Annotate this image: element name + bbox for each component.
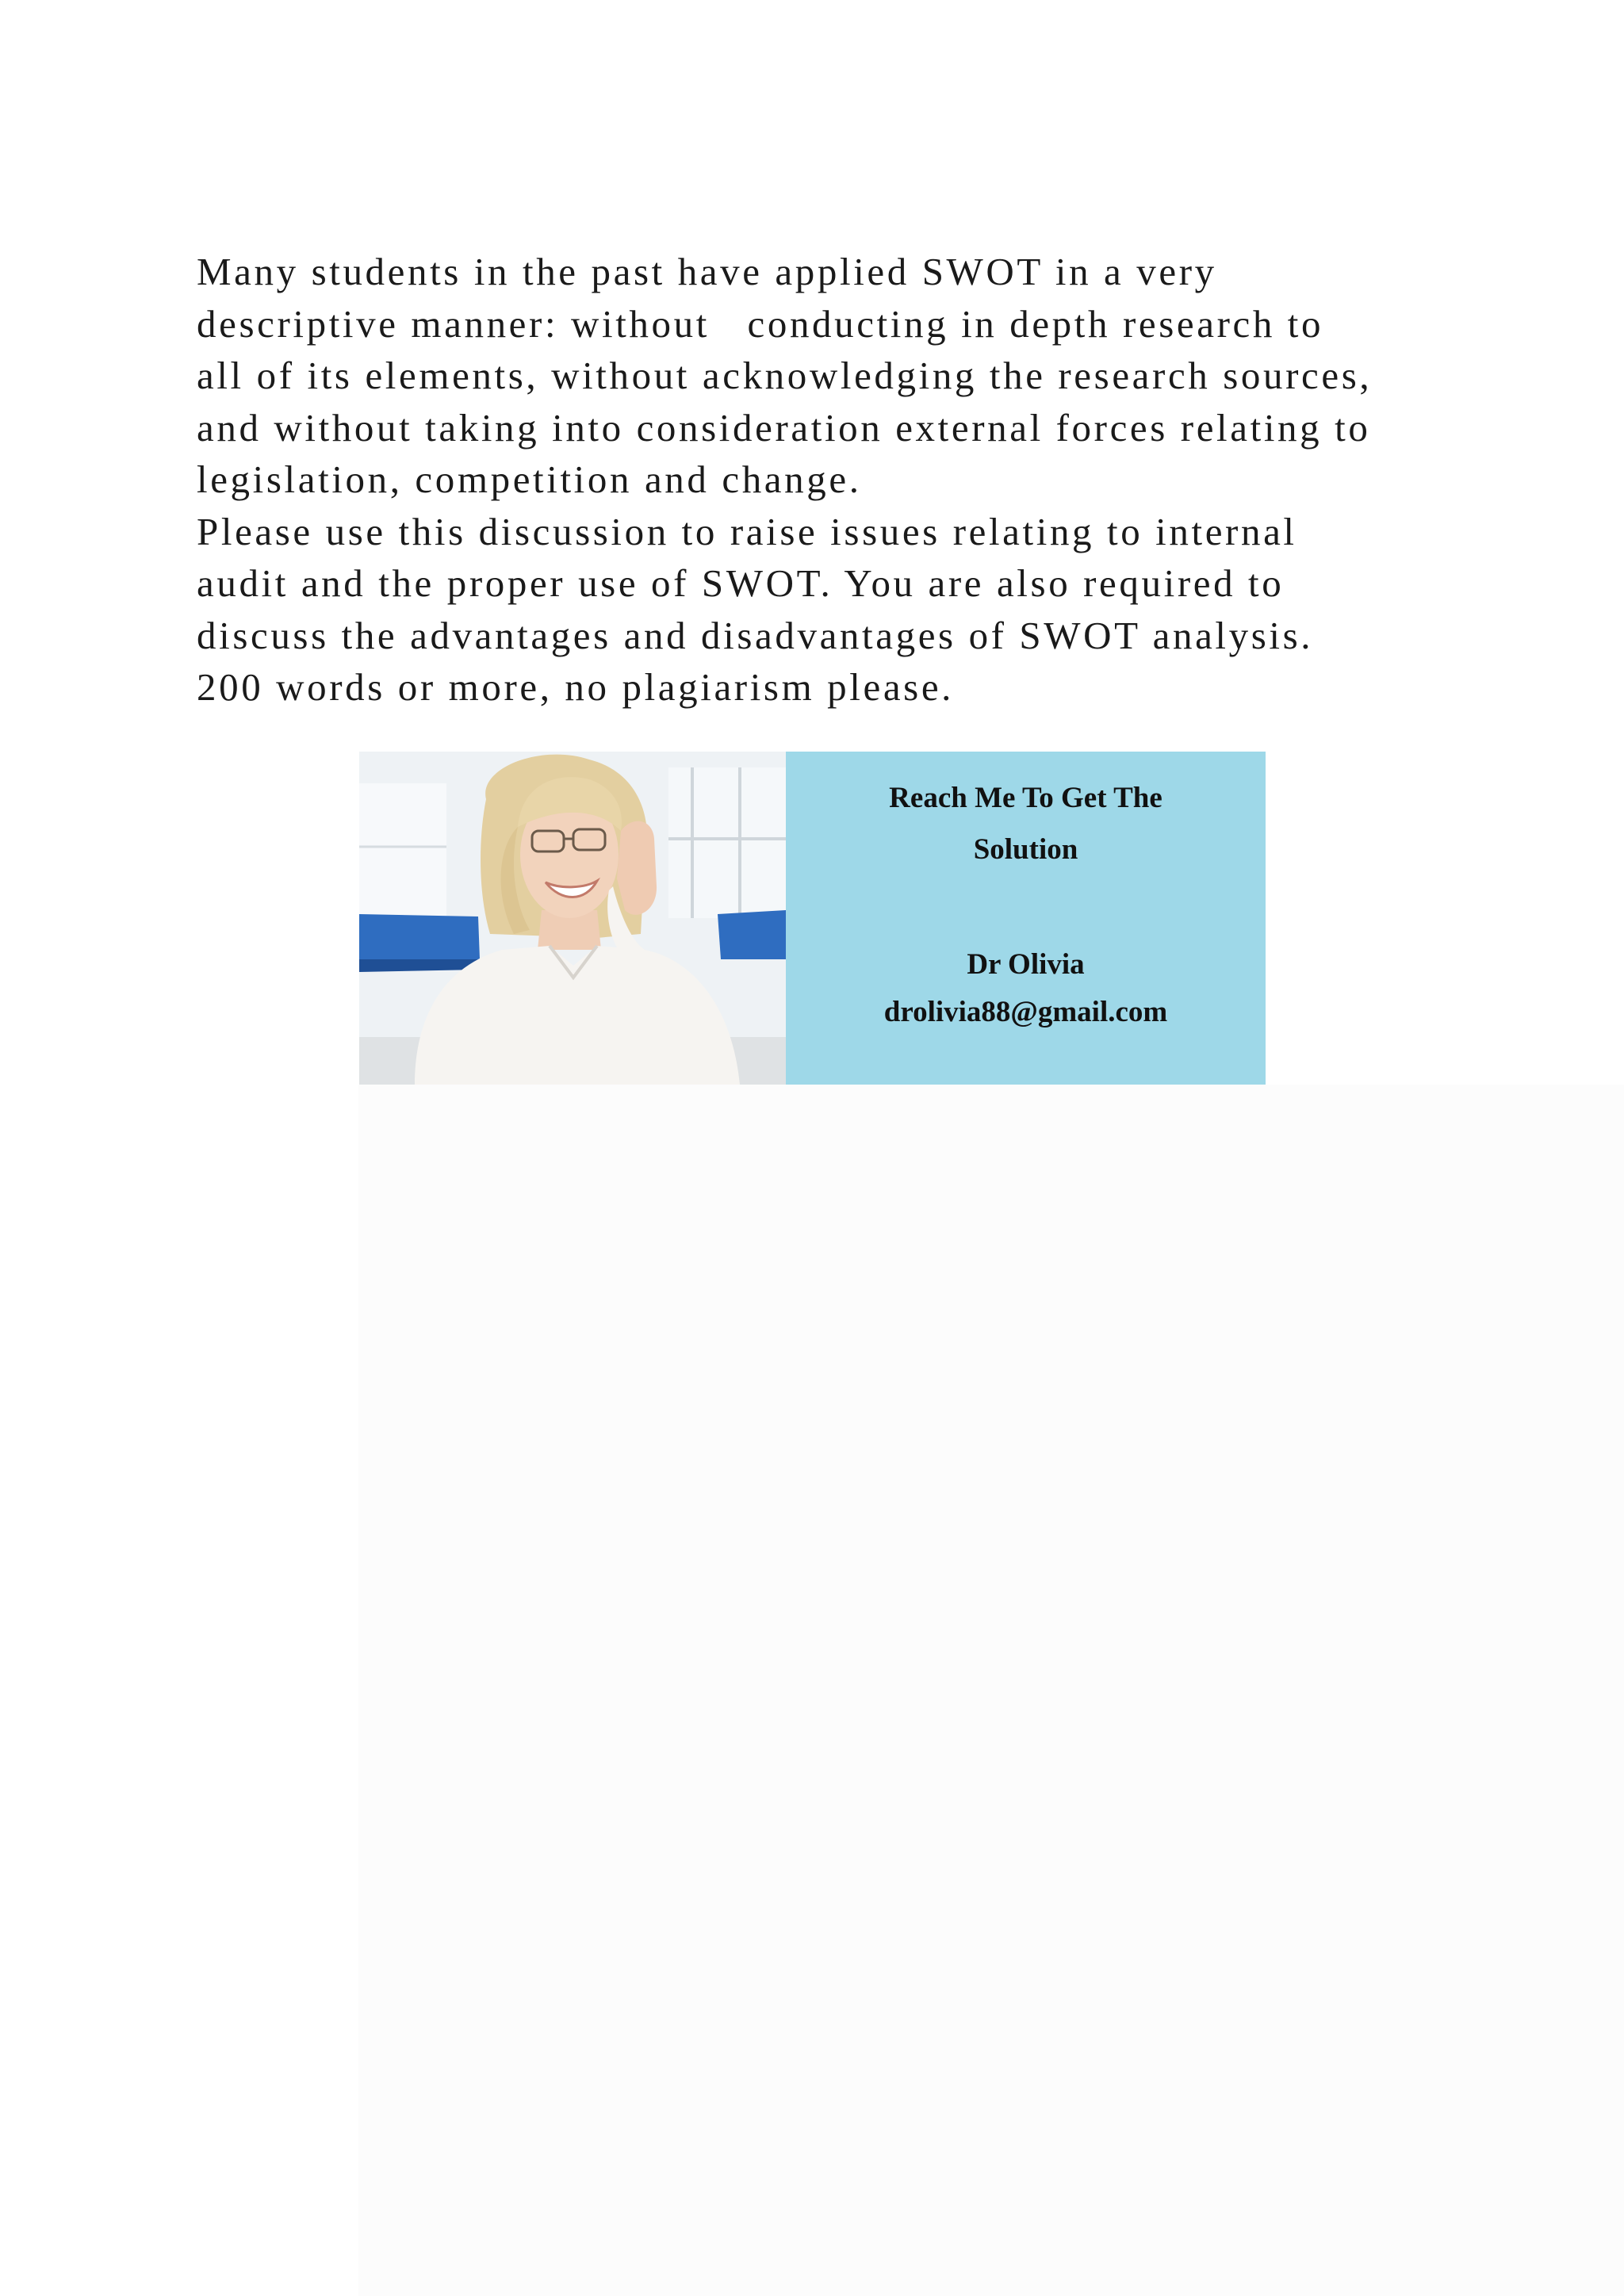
ad-headline-line2: Solution (973, 833, 1078, 866)
woman-photo (359, 752, 786, 1085)
contact-name: Dr Olivia (967, 948, 1085, 981)
text-line: all of its elements, without acknowledging the research sources, (197, 354, 1373, 397)
text-line: and without taking into consideration external forces relating to (197, 405, 1371, 450)
text-line: audit and the proper use of SWOT. You are also required to (197, 561, 1285, 605)
contact-email: drolivia88@gmail.com (883, 996, 1168, 1028)
text-line: descriptive manner: without conducting in depth research to (197, 301, 1324, 346)
blank-area (358, 1085, 1624, 2296)
contact-ad-banner (359, 752, 1266, 1085)
text-line: 200 words or more, no plagiarism please. (197, 665, 955, 709)
text-line: Many students in the past have applied SWOT in a very (197, 250, 1217, 293)
text-line: discuss the advantages and disadvantages of SWOT analysis. (197, 613, 1314, 657)
text-line: Please use this discussion to raise issues relating to internal (197, 509, 1297, 553)
woman-with-glasses-illustration (359, 752, 786, 1085)
assignment-text (197, 246, 1481, 714)
contact-card (786, 752, 1266, 1085)
ad-headline-line1: Reach Me To Get The (889, 782, 1162, 814)
text-line: legislation, competition and change. (197, 457, 862, 501)
